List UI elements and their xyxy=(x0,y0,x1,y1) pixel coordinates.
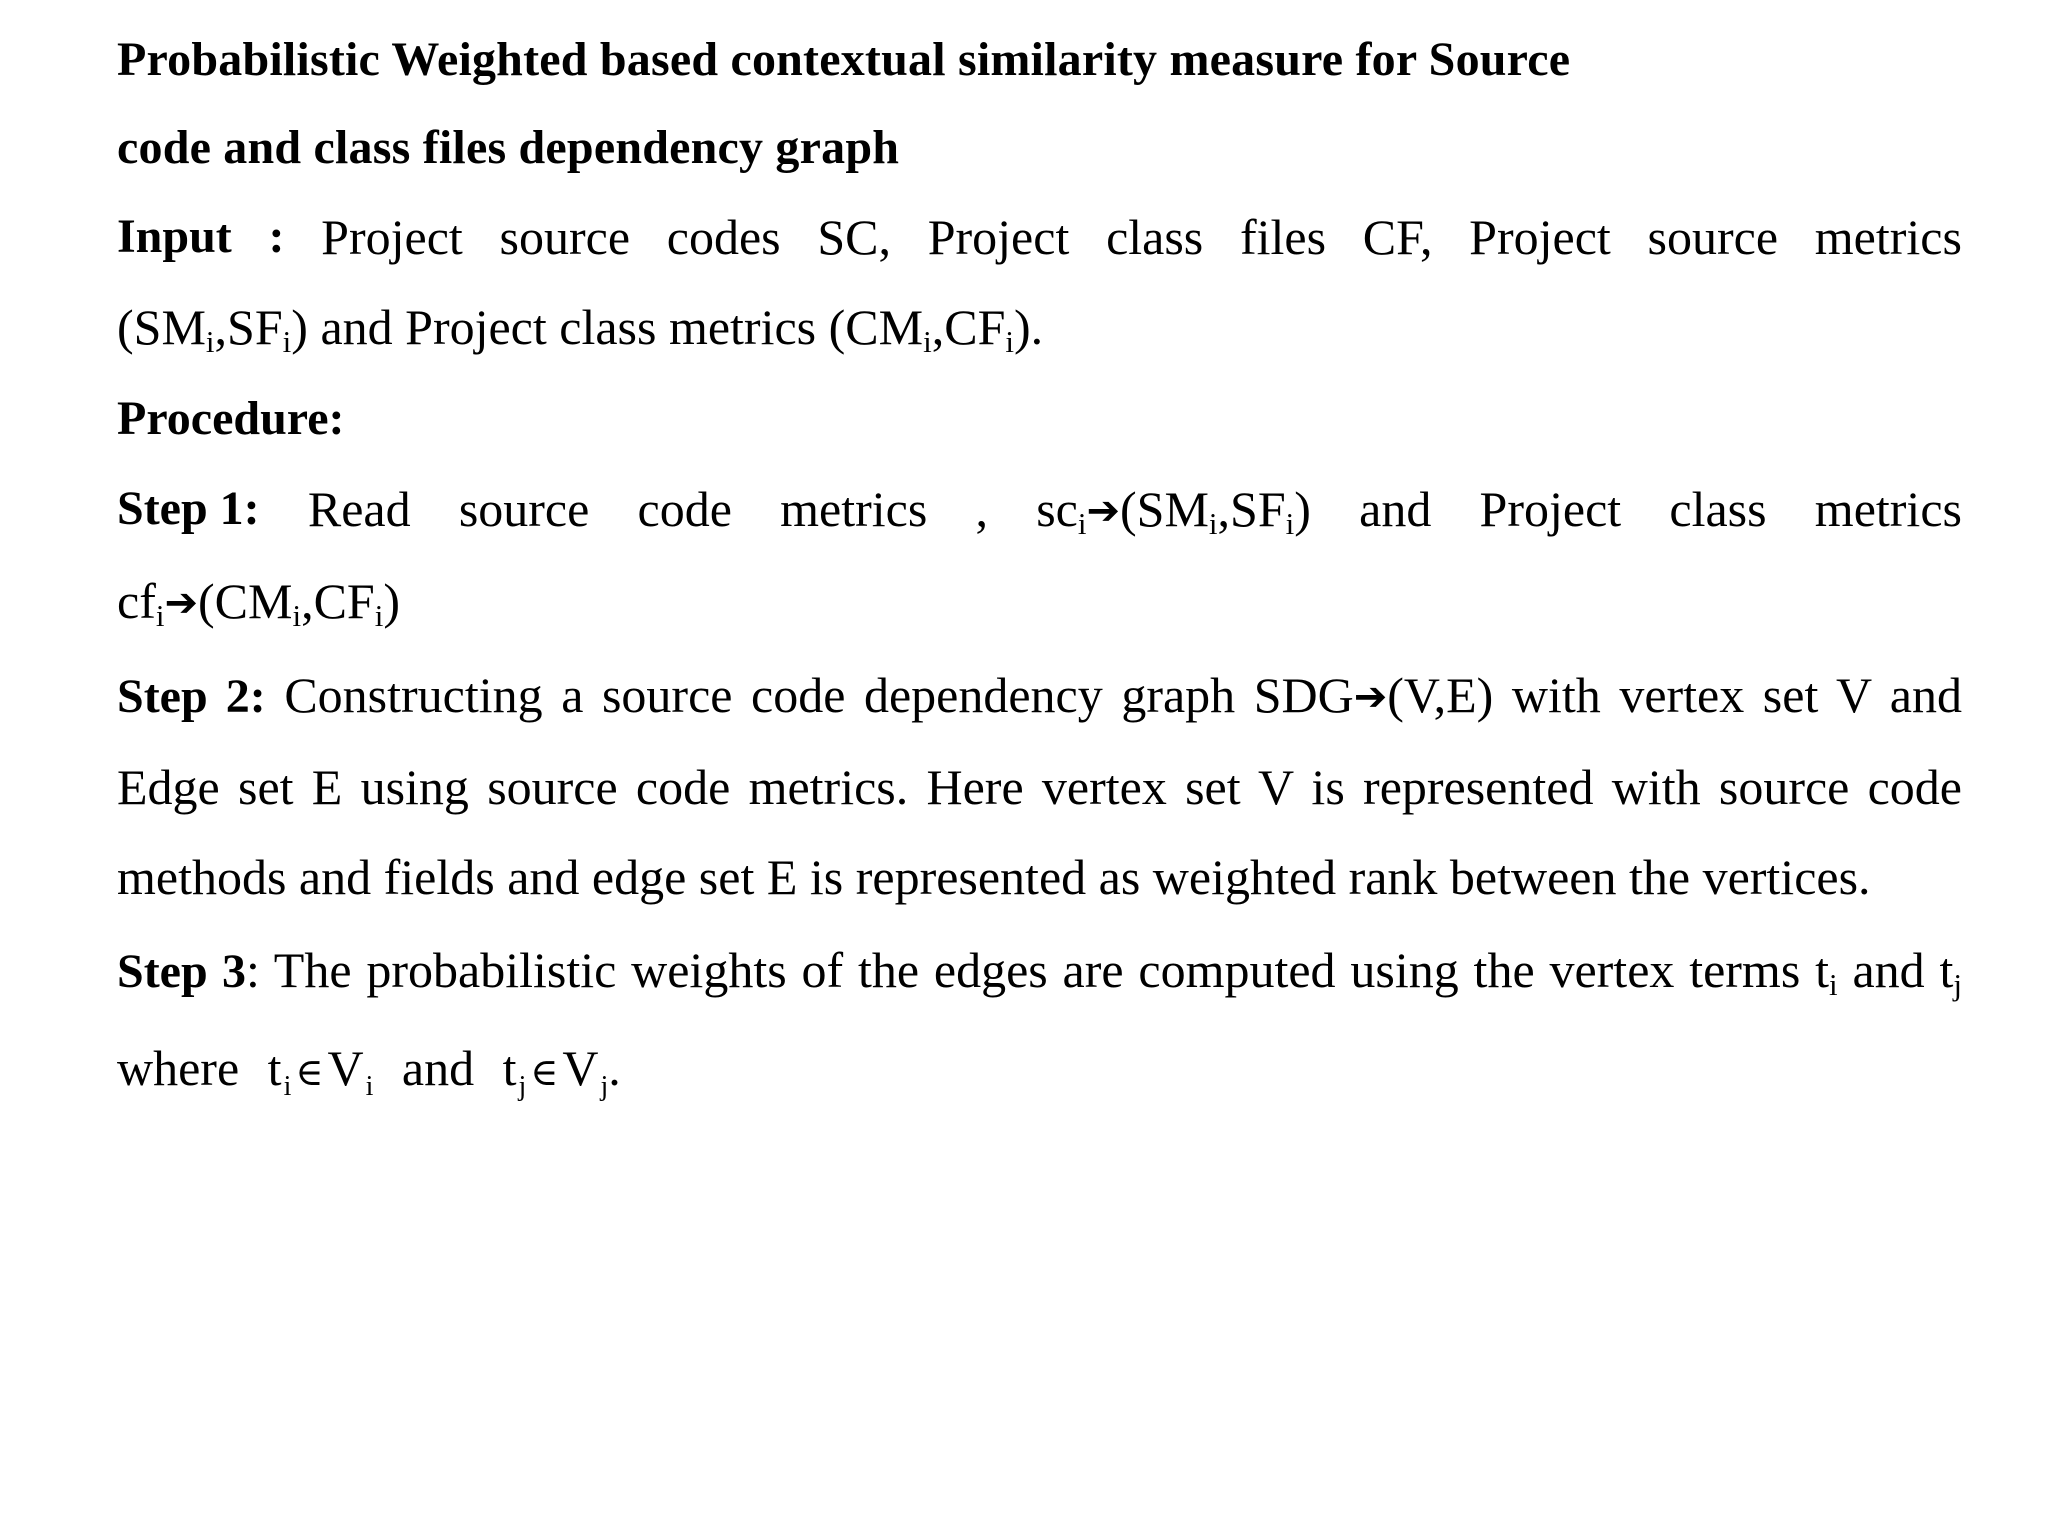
title-line-2: code and class files dependency graph xyxy=(117,121,900,174)
input-word: Project xyxy=(321,209,463,265)
step2-label: Step 2: xyxy=(117,670,266,723)
input-colon: : xyxy=(268,210,285,263)
step1-line-1: Step 1: Read source code metrics , $sc_i➔(SM_i,SF_i)$ and Project class metrics xyxy=(117,464,1962,556)
step1-line-2: $cf_i➔(CM_i,CF_i)$ xyxy=(117,573,401,633)
input-line-2: $(SM_i,SF_i)$ and Project class metrics $(CM_i,CF_i)$. xyxy=(117,299,1044,359)
math-tj-in-vj: $t_j$ $\in V_j$ xyxy=(502,1040,609,1102)
math-ti-in-vi: $t_i$ $\in V_i$ xyxy=(267,1040,374,1102)
input-label: Input xyxy=(117,210,232,263)
input-word: codes xyxy=(666,209,781,265)
right-arrow-icon: ➔ xyxy=(164,580,198,626)
input-word: source xyxy=(499,209,631,265)
input-word: metrics xyxy=(1814,209,1962,265)
input-word: Project xyxy=(1469,209,1611,265)
procedure-heading: Procedure: xyxy=(117,392,345,445)
step1-label: Step 1: xyxy=(117,482,260,535)
right-arrow-icon: ➔ xyxy=(1086,488,1120,534)
step1-sc-mapping: $sc_i➔(SM_i,SF_i)$ xyxy=(1036,481,1311,541)
step2-paragraph: Step 2: Constructing a source code dependency graph SDG➔(V,E) with vertex set V and Edge set E using source code metrics. Here vertex set V is represented with source code methods and fields and edge set E is represented as weighted rank between the vertices. xyxy=(117,667,1962,905)
element-of-symbol: ∈ xyxy=(530,1050,559,1094)
document-page xyxy=(117,14,1962,1120)
input-word: SC, xyxy=(817,209,891,265)
input-word: source xyxy=(1647,209,1779,265)
input-line-1 xyxy=(117,192,1962,282)
element-of-symbol: ∈ xyxy=(295,1050,324,1094)
input-word: CF, xyxy=(1362,209,1433,265)
input-word: class xyxy=(1106,209,1204,265)
step3-label: Step 3 xyxy=(117,945,246,998)
step3-paragraph: Step 3: The probabilistic weights of the edges are computed using the vertex terms $t_i$ and $t_j$ where $t_i$ $\in V_i$ and $t_j$ $\in V_j$. xyxy=(117,942,1962,1102)
title-line-1: Probabilistic Weighted based contextual similarity measure for Source xyxy=(117,33,1571,86)
right-arrow-icon: ➔ xyxy=(1353,674,1388,720)
input-word: files xyxy=(1239,209,1327,265)
input-word: Project xyxy=(927,209,1070,265)
